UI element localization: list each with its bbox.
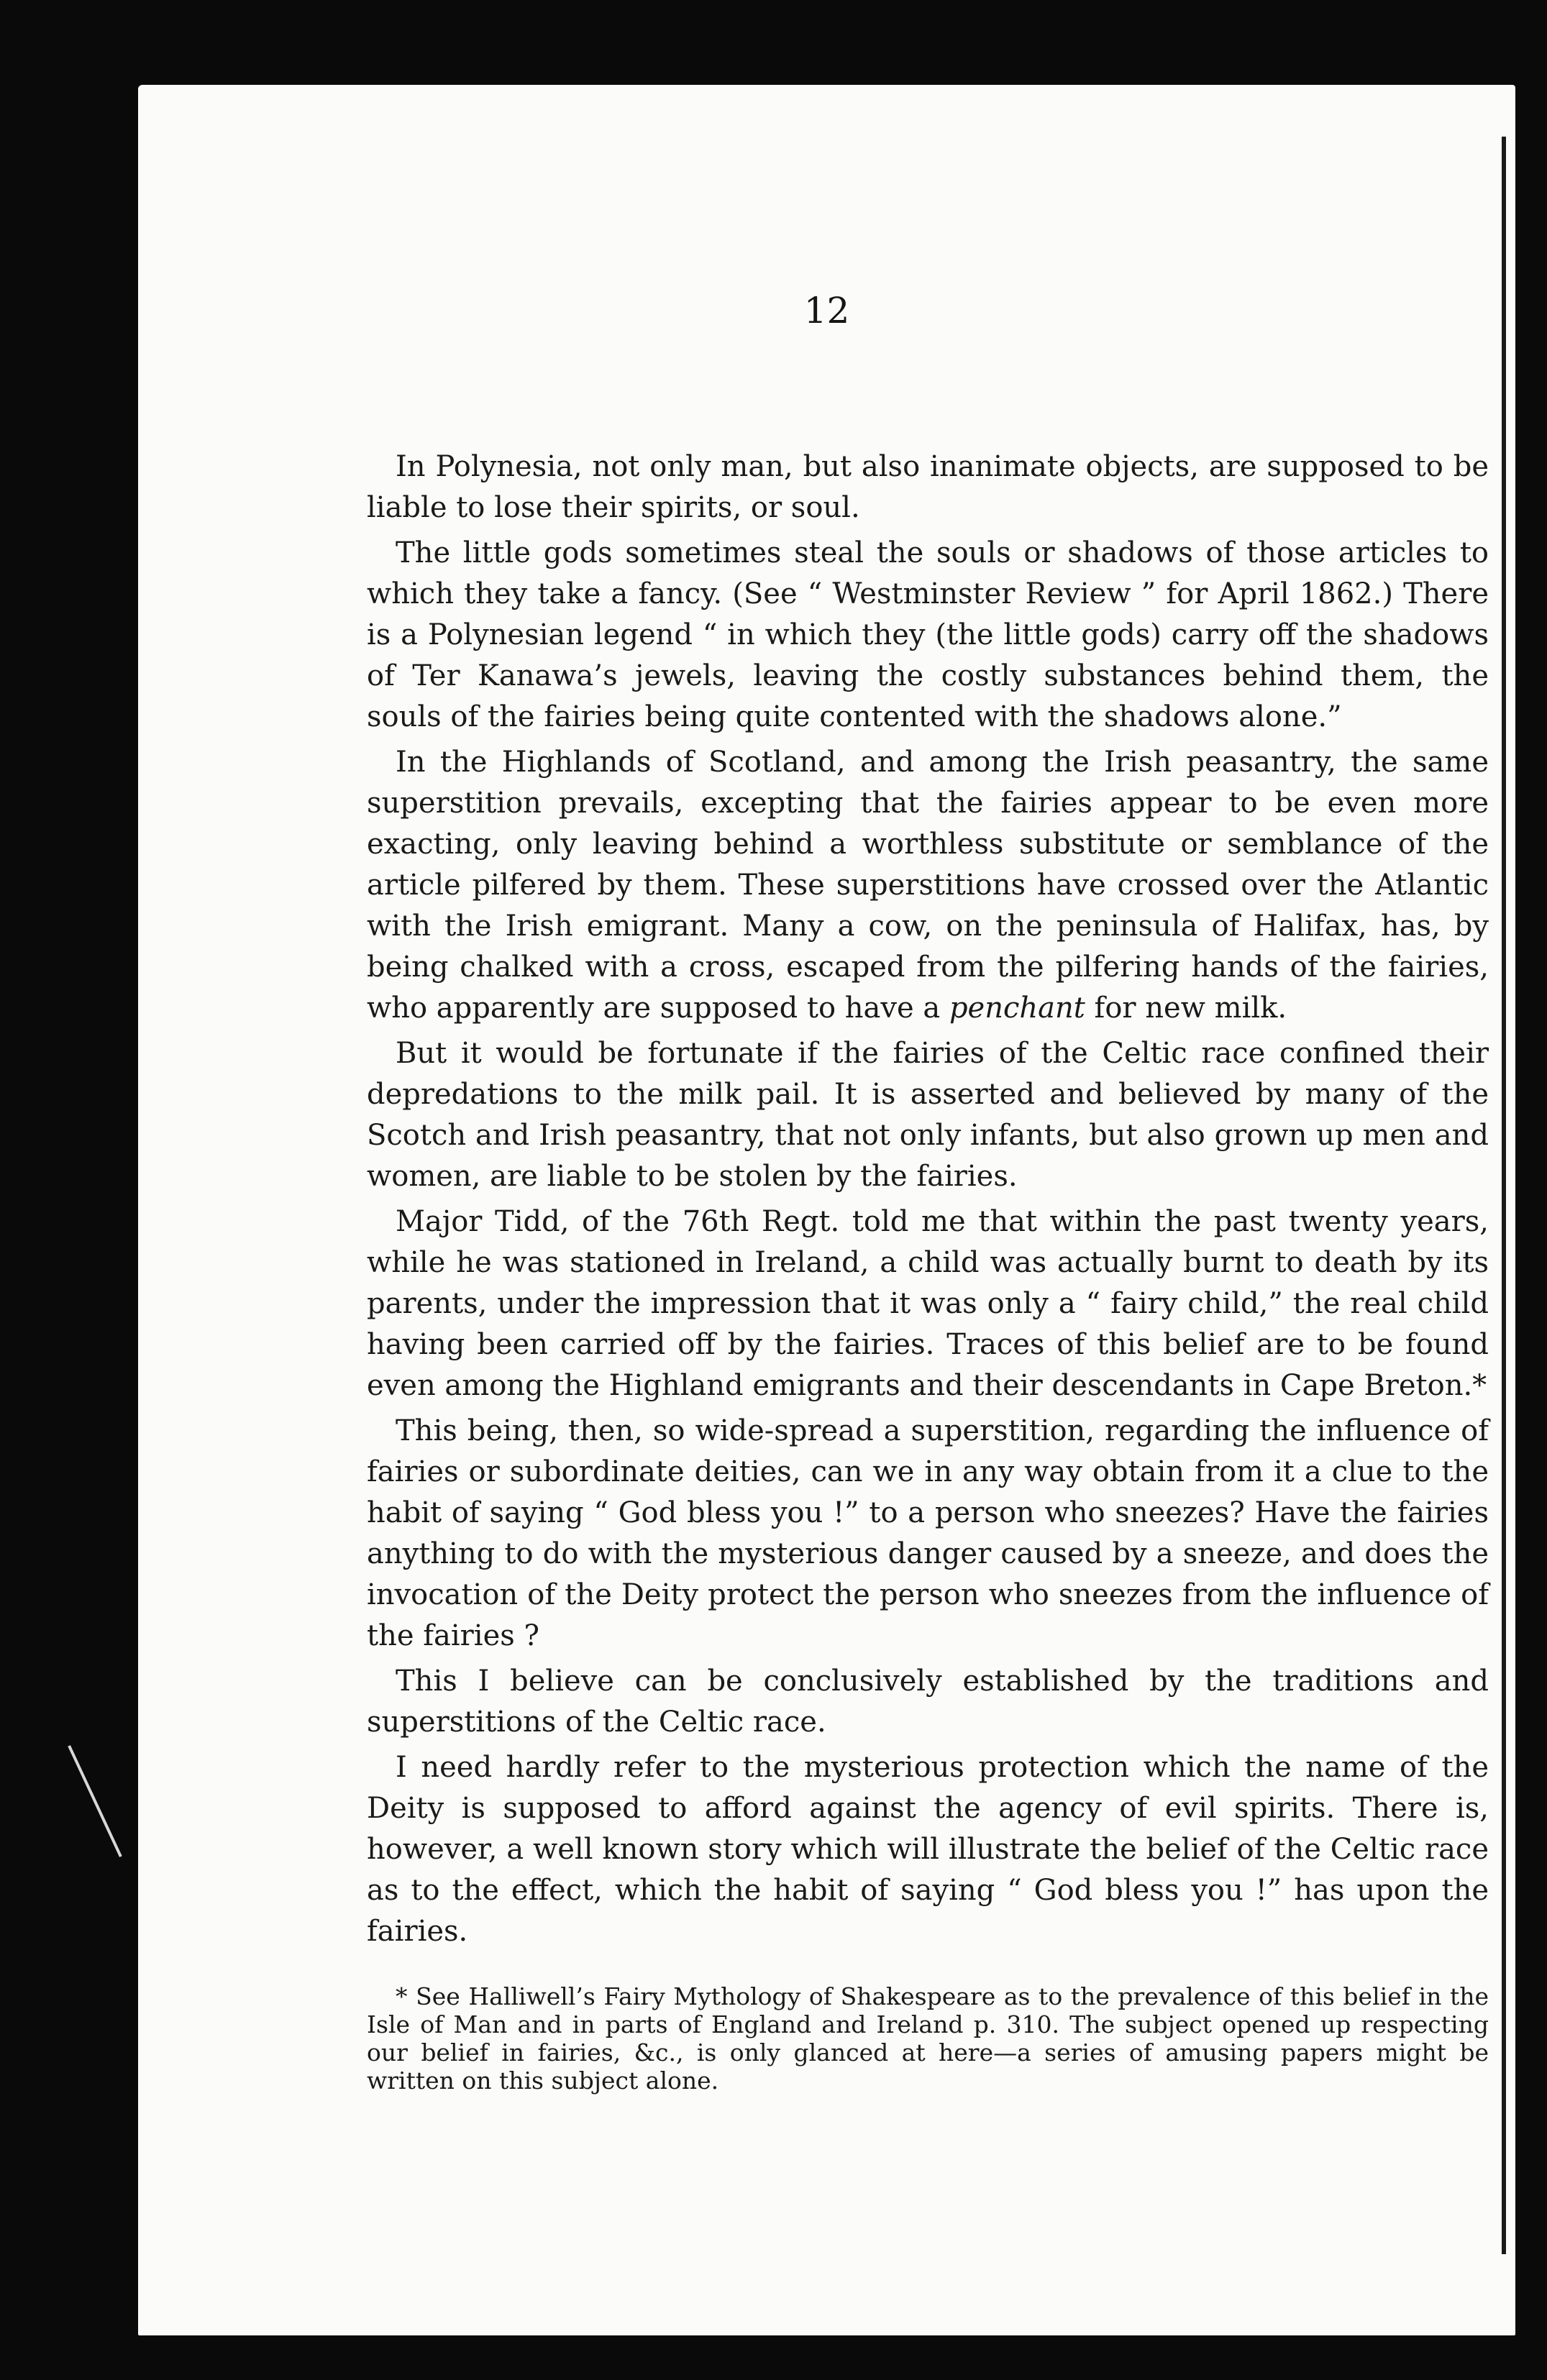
paragraph-3-italic-word: penchant	[949, 992, 1085, 1025]
paragraph-7: This I believe can be conclusively established by the traditions and superstitions of the Celtic race.	[367, 1665, 1489, 1739]
page-edge-shadow	[1502, 137, 1506, 2254]
page-number: 12	[803, 290, 850, 331]
paragraph-3-text: In the Highlands of Scotland, and among the Irish peasantry, the same superstition prevails, excepting that the fairies appear to be even more exacting, only leaving behind a worthless substitute or semblance of the article pilfered by them. These superstitions have crossed over the Atlantic with the Irish emigrant. Many a cow, on the peninsula of Halifax, has, by being chalked with a cross, escaped from the pilfering hands of the fairies, who apparently are supposed to have a	[367, 746, 1489, 1025]
paragraph-5: Major Tidd, of the 76th Regt. told me that within the past twenty years, while he was stationed in Ireland, a child was actually burnt to death by its parents, under the impression that it was only a “ fairy child,” the real child having been carried off by the fairies. Traces of this belief are to be found even among the Highland emigrants and their descendants in Cape Breton.*	[367, 1205, 1489, 1402]
margin-mark	[68, 1745, 122, 1857]
paragraph-4: But it would be fortunate if the fairies of the Celtic race confined their depredations to the milk pail. It is asserted and believed by many of the Scotch and Irish peasantry, that not only infants, but also grown up men and women, are liable to be stolen by the fairies.	[367, 1037, 1489, 1193]
footnote: * See Halliwell’s Fairy Mythology of Shakespeare as to the prevalence of this belief in the Isle of Man and in parts of England and Ireland p. 310. The subject opened up respecting our belief in fairies, &c., is only glanced at here—a series of amusing papers might be written on this subject alone.	[367, 1982, 1489, 2095]
paragraph-1: In Polynesia, not only man, but also inanimate objects, are supposed to be liable to lose their spirits, or soul.	[367, 450, 1489, 524]
document-page	[138, 85, 1515, 2335]
paragraph-6: This being, then, so wide-spread a superstition, regarding the influence of fairies or subordinate deities, can we in any way obtain from it a clue to the habit of saying “ God bless you !” to a person who sneezes? Have the fairies anything to do with the mysterious danger caused by a sneeze, and does the invocation of the Deity protect the person who sneezes from the influence of the fairies ?	[367, 1414, 1489, 1652]
body-text	[367, 447, 1489, 2118]
paragraph-3	[367, 742, 1489, 1029]
paragraph-8: I need hardly refer to the mysterious protection which the name of the Deity is supposed to afford against the agency of evil spirits. There is, however, a well known story which will illustrate the belief of the Celtic race as to the effect, which the habit of saying “ God bless you !” has upon the fairies.	[367, 1751, 1489, 1948]
paragraph-3-tail: for new milk.	[1085, 992, 1287, 1025]
paragraph-2: The little gods sometimes steal the souls or shadows of those articles to which they take a fancy. (See “ Westminster Review ” for April 1862.) There is a Polynesian legend “ in which they (the little gods) carry off the shadows of Ter Kanawa’s jewels, leaving the costly substances behind them, the souls of the fairies being quite contented with the shadows alone.”	[367, 536, 1489, 733]
